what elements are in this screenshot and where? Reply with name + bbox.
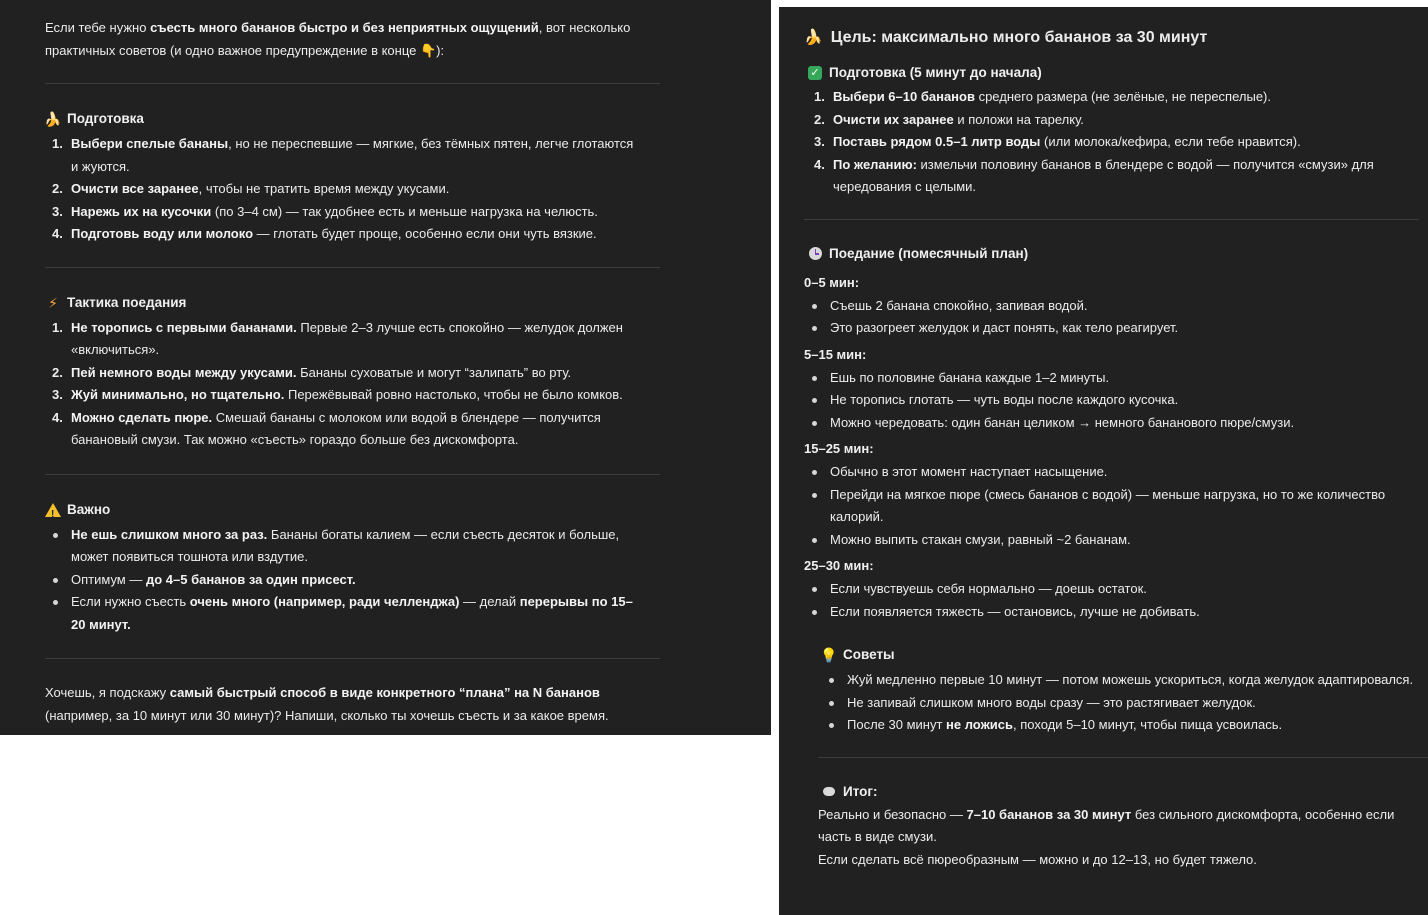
list-item: Перейди на мягкое пюре (смесь бананов с водой) — меньше нагрузка, но то же количество калорий. (804, 484, 1394, 529)
list-item: Это разогреет желудок и даст понять, как тело реагирует. (804, 317, 1394, 340)
list-item: Можно чередовать: один банан целиком → немного бананового пюре/смузи. (804, 412, 1394, 435)
list-item: 1. Выбери спелые бананы, но не переспевшие — мягкие, без тёмных пятен, легче глотаются и жуются. (52, 136, 634, 174)
summary-text: Реально и безопасно — 7–10 бананов за 30 минут без сильного дискомфорта, особенно если часть в виде смузи. Если сделать всё пюреобразным — можно и до 12–13, но будет тяжело. (818, 806, 1395, 867)
list-item: Можно выпить стакан смузи, равный ~2 бананам. (804, 529, 1394, 552)
clock-icon (809, 247, 822, 260)
right-chat-message (779, 7, 1428, 915)
divider (45, 474, 660, 475)
section-heading-eating: Поедание (помесячный план) (807, 244, 1428, 264)
list-item: Ешь по половине банана каждые 1–2 минуты. (804, 367, 1394, 390)
intro-paragraph: Если тебе нужно съесть много бананов быстро и без неприятных ощущений, вот несколько практичных советов (и одно важное предупреждение в конце 👇): (45, 20, 631, 58)
section-heading-prep: 🍌 Подготовка (44, 111, 144, 127)
divider (45, 267, 660, 268)
banana-icon: 🍌 (44, 111, 62, 127)
list-item: 4. Можно сделать пюре. Смешай бананы с молоком или водой в блендере — получится банановый смузи. Так можно «съесть» гораздо больше без дискомфорта. (52, 409, 601, 447)
list-item: Оптимум — до 4–5 бананов за один присест. (45, 569, 635, 592)
divider (804, 219, 1419, 220)
page-title: 🍌 Цель: максимально много бананов за 30 минут (804, 27, 1428, 49)
phase-list (804, 578, 1394, 623)
banana-icon: 🍌 (804, 29, 823, 46)
list-item: 2. Очисти их заранее и положи на тарелку. (814, 111, 1084, 127)
list-item: 1. Не торопись с первыми бананами. Первые 2–3 лучше есть спокойно — желудок должен «включиться». (52, 319, 623, 357)
phase-list (804, 295, 1394, 340)
list-item: Не торопись глотать — чуть воды после каждого кусочка. (804, 389, 1394, 412)
list-item: 1. Выбери 6–10 бананов среднего размера (не зелёные, не переспелые). (814, 89, 1271, 104)
list-item: Если чувствуешь себя нормально — доешь остаток. (804, 578, 1394, 601)
section-heading-tactic: ⚡ Тактика поедания (45, 293, 771, 313)
tactic-list (45, 317, 635, 452)
tips-list (821, 669, 1421, 737)
section-heading-important: ! Важно (45, 500, 771, 520)
lightbulb-icon: 💡 (820, 647, 838, 663)
outro-paragraph: Хочешь, я подскажу самый быстрый способ в виде конкретного “плана” на N бананов (например, за 10 минут или 30 минут)? Напиши, сколько ты хочешь съесть и за какое время. (45, 685, 609, 723)
list-item: 3. Жуй минимально, но тщательно. Пережёвывай ровно настолько, чтобы не было комков. (52, 387, 623, 402)
section-heading-summary: Итог: (821, 782, 1428, 802)
section-heading-tips: 💡 Советы (820, 647, 895, 663)
list-item: 2. Пей немного воды между укусами. Бананы суховатые и могут “залипать” во рту. (52, 364, 572, 380)
phase-label: 0–5 мин: (804, 274, 860, 290)
list-item: 2. Очисти все заранее, чтобы не тратить время между укусами. (52, 181, 450, 196)
divider (45, 83, 660, 84)
list-item: 3. Нарежь их на кусочки (по 3–4 см) — так удобнее есть и меньше нагрузка на челюсть. (52, 203, 598, 219)
list-item: Если нужно съесть очень много (например, ради челленджа) — делай перерывы по 15–20 минут. (45, 591, 635, 636)
list-item: После 30 минут не ложись, походи 5–10 минут, чтобы пища усвоилась. (821, 714, 1421, 737)
important-list (45, 524, 635, 637)
list-item: Не запивай слишком много воды сразу — это растягивает желудок. (821, 692, 1421, 715)
checkmark-icon: ✓ (808, 66, 822, 80)
warning-icon: ! (45, 503, 61, 517)
phase-list (804, 367, 1394, 435)
divider (45, 658, 660, 659)
list-item: Съешь 2 банана спокойно, запивая водой. (804, 295, 1394, 318)
prep-list (807, 86, 1382, 199)
list-item: Не ешь слишком много за раз. Бананы богаты калием — если съесть десяток и больше, может появиться тошнота или вздутие. (45, 524, 635, 569)
left-chat-message (0, 0, 771, 735)
divider (818, 757, 1428, 758)
phase-list (804, 461, 1394, 551)
phase-label: 15–25 мин: (804, 441, 874, 456)
lightning-icon: ⚡ (48, 294, 58, 311)
top-gap (779, 0, 1428, 7)
section-heading-prep: ✓ Подготовка (5 минут до начала) (807, 63, 1428, 83)
list-item: 4. Подготовь воду или молоко — глотать будет проще, особенно если они чуть вязкие. (52, 226, 597, 241)
list-item: Если появляется тяжесть — остановись, лучше не добивать. (804, 601, 1394, 624)
list-item: Обычно в этот момент наступает насыщение. (804, 461, 1394, 484)
speech-bubble-icon (823, 787, 835, 796)
phase-label: 5–15 мин: (804, 346, 867, 362)
prep-list (45, 133, 635, 246)
list-item: 4. По желанию: измельчи половину бананов в блендере с водой — получится «смузи» для чередования с целыми. (814, 156, 1374, 194)
phase-label: 25–30 мин: (804, 558, 874, 573)
list-item: Жуй медленно первые 10 минут — потом можешь ускориться, когда желудок адаптировался. (821, 669, 1421, 692)
list-item: 3. Поставь рядом 0.5–1 литр воды (или молока/кефира, если тебе нравится). (814, 134, 1301, 149)
